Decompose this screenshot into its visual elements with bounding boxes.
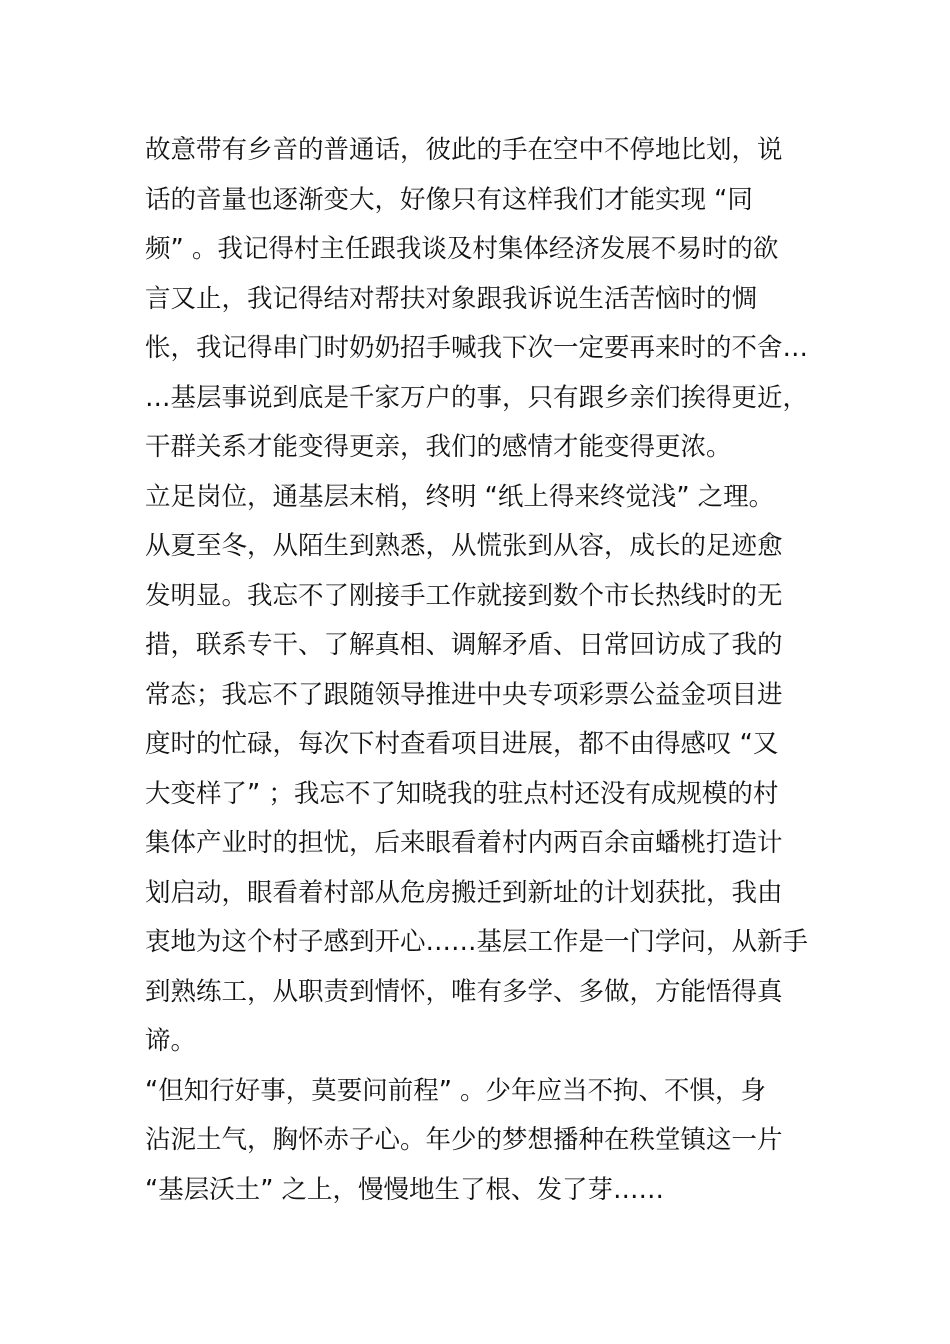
text-line: 沾泥土气，胸怀赤子心。年少的梦想播种在秩堂镇这一片 <box>145 1125 783 1155</box>
text-line: 度时的忙碌，每次下村查看项目进展，都不由得感叹 “又 <box>145 729 779 759</box>
text-line: 集体产业时的担忧，后来眼看着村内两百余亩蟠桃打造计 <box>145 828 783 858</box>
text-line: 话的音量也逐渐变大，好像只有这样我们才能实现 “同 <box>145 184 753 215</box>
text-line: 到熟练工，从职责到情怀，唯有多学、多做，方能悟得真 <box>145 976 783 1007</box>
body-text <box>145 126 810 1215</box>
text-line: 衷地为这个村子感到开心……基层工作是一门学问，从新手 <box>145 927 809 957</box>
text-line: 言又止，我记得结对帮扶对象跟我诉说生活苦恼时的惆 <box>145 283 758 314</box>
text-line: …基层事说到底是千家万户的事，只有跟乡亲们挨得更近， <box>145 382 809 413</box>
text-line: 谛。 <box>145 1026 197 1056</box>
text-line: 大变样了” ；我忘不了知晓我的驻点村还没有成规模的村 <box>145 778 779 809</box>
text-line: 故意带有乡音的普通话，彼此的手在空中不停地比划，说 <box>145 135 783 165</box>
text-line: 干群关系才能变得更亲，我们的感情才能变得更浓。 <box>145 432 732 462</box>
text-line: 常态；我忘不了跟随领导推进中央专项彩票公益金项目进 <box>145 679 783 710</box>
text-line: 措，联系专干、了解真相、调解矛盾、日常回访成了我的 <box>145 630 783 660</box>
text-line: 发明显。我忘不了刚接手工作就接到数个市长热线时的无 <box>145 580 783 611</box>
text-line: 划启动，眼看着村部从危房搬迁到新址的计划获批，我由 <box>145 877 783 908</box>
text-line: 从夏至冬，从陌生到熟悉，从慌张到从容，成长的足迹愈 <box>145 531 783 561</box>
text-line: “但知行好事，莫要问前程” 。少年应当不拘、不惧，身 <box>145 1075 767 1106</box>
text-line: “基层沃土” 之上，慢慢地生了根、发了芽…… <box>145 1174 665 1205</box>
text-line: 怅，我记得串门时奶奶招手喊我下次一定要再来时的不舍… <box>145 333 809 363</box>
text-line: 立足岗位，通基层末梢，终明 “纸上得来终觉浅” 之理。 <box>145 481 775 512</box>
text-line: 频” 。我记得村主任跟我谈及村集体经济发展不易时的欲 <box>145 234 779 264</box>
